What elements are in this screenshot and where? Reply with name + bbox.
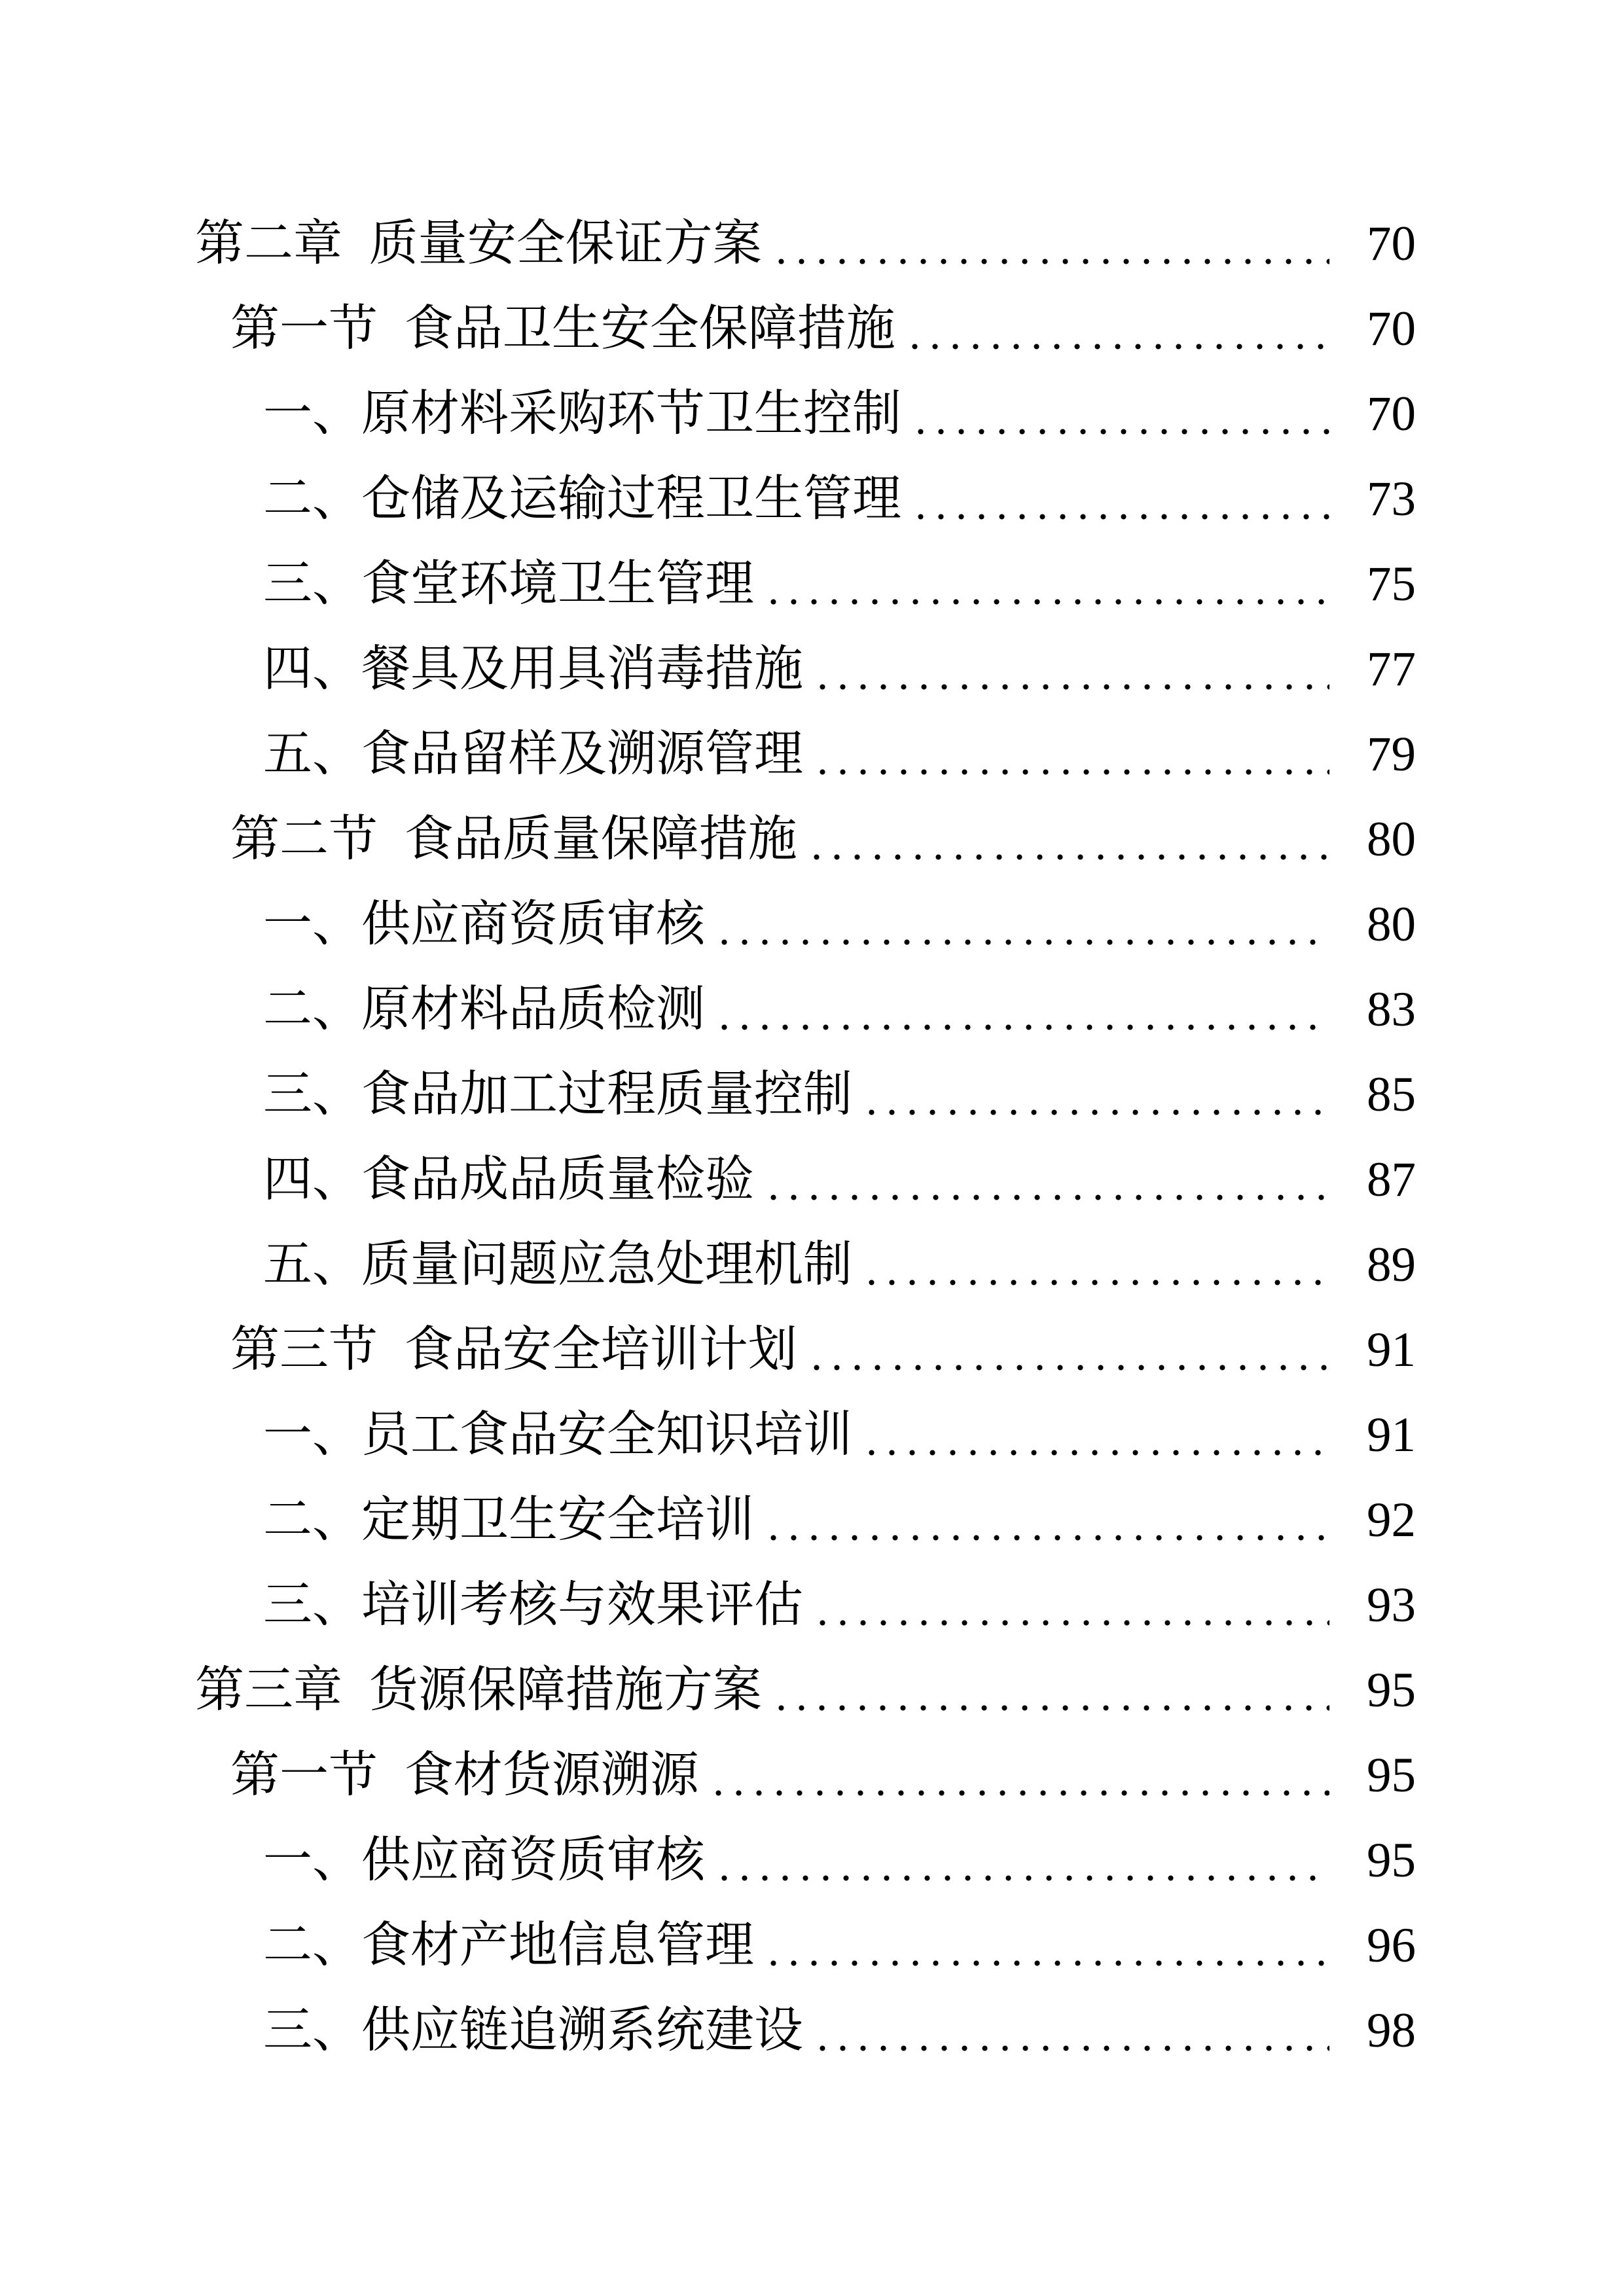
toc-entry-page: 80 [1367, 812, 1416, 867]
toc-entry-page: 95 [1367, 1833, 1416, 1888]
toc-entry-title: 三、培训考核与效果评估 [263, 1578, 804, 1632]
toc-entry-page: 85 [1367, 1067, 1416, 1122]
toc-entry-page: 83 [1367, 982, 1416, 1037]
dot-leader [806, 1308, 1329, 1393]
toc-entry[interactable] [0, 712, 1416, 797]
toc-entry-page: 70 [1367, 387, 1416, 441]
dot-leader [861, 1223, 1329, 1308]
dot-leader [812, 627, 1329, 712]
toc-entry-title: 第一节 食材货源溯源 [230, 1748, 699, 1803]
toc-entry[interactable] [0, 372, 1416, 457]
toc-entry[interactable] [0, 882, 1416, 967]
toc-entry[interactable] [0, 1733, 1416, 1818]
toc-entry-title: 一、原材料采购环节卫生控制 [263, 387, 902, 441]
toc-entry-title: 一、供应商资质审核 [263, 1833, 706, 1888]
toc [0, 202, 1624, 2073]
dot-leader [763, 1138, 1329, 1223]
toc-entry-page: 92 [1367, 1493, 1416, 1547]
toc-entry[interactable] [0, 457, 1416, 542]
toc-entry-title: 四、餐具及用具消毒措施 [263, 642, 804, 696]
toc-entry-page: 87 [1367, 1153, 1416, 1207]
toc-entry[interactable] [0, 1393, 1416, 1478]
toc-entry-title: 第二章 质量安全保证方案 [195, 217, 762, 271]
toc-entry-title: 三、食堂环境卫生管理 [263, 557, 755, 611]
dot-leader [714, 882, 1329, 967]
toc-entry[interactable] [0, 287, 1416, 372]
dot-leader [905, 287, 1329, 372]
toc-entry-page: 91 [1367, 1323, 1416, 1377]
toc-entry[interactable] [0, 1648, 1416, 1733]
toc-entry[interactable] [0, 1478, 1416, 1563]
toc-entry-page: 96 [1367, 1918, 1416, 1973]
toc-entry-title: 第二节 食品质量保障措施 [230, 812, 797, 867]
dot-leader [763, 542, 1329, 627]
dot-leader [812, 712, 1329, 797]
toc-entry-page: 73 [1367, 472, 1416, 526]
dot-leader [714, 967, 1329, 1052]
toc-entry-title: 四、食品成品质量检验 [263, 1153, 755, 1207]
dot-leader [763, 1903, 1329, 1988]
toc-entry-title: 第三章 货源保障措施方案 [195, 1663, 762, 1717]
toc-entry[interactable] [0, 967, 1416, 1052]
toc-entry[interactable] [0, 1052, 1416, 1138]
dot-leader [911, 457, 1329, 542]
toc-entry-page: 89 [1367, 1238, 1416, 1292]
toc-entry-title: 一、员工食品安全知识培训 [263, 1408, 853, 1462]
toc-entry-title: 五、食品留样及溯源管理 [263, 727, 804, 781]
dot-leader [708, 1733, 1329, 1818]
toc-entry-title: 五、质量问题应急处理机制 [263, 1238, 853, 1292]
toc-entry[interactable] [0, 1308, 1416, 1393]
toc-entry-title: 一、供应商资质审核 [263, 897, 706, 952]
toc-entry-page: 77 [1367, 642, 1416, 696]
toc-entry-page: 70 [1367, 302, 1416, 356]
dot-leader [806, 797, 1329, 882]
toc-entry[interactable] [0, 1903, 1416, 1988]
toc-entry-page: 91 [1367, 1408, 1416, 1462]
toc-entry-title: 二、食材产地信息管理 [263, 1918, 755, 1973]
toc-entry-page: 95 [1367, 1663, 1416, 1717]
toc-entry-title: 三、供应链追溯系统建设 [263, 2003, 804, 2058]
toc-entry-title: 二、定期卫生安全培训 [263, 1493, 755, 1547]
dot-leader [861, 1393, 1329, 1478]
toc-entry[interactable] [0, 1988, 1416, 2073]
dot-leader [812, 1563, 1329, 1648]
dot-leader [812, 1988, 1329, 2073]
toc-entry[interactable] [0, 202, 1416, 287]
toc-entry-page: 70 [1367, 217, 1416, 271]
dot-leader [763, 1478, 1329, 1563]
toc-entry[interactable] [0, 627, 1416, 712]
toc-entry[interactable] [0, 797, 1416, 882]
dot-leader [771, 1648, 1329, 1733]
dot-leader [714, 1818, 1329, 1903]
toc-entry-title: 第一节 食品卫生安全保障措施 [230, 302, 895, 356]
toc-entry-page: 98 [1367, 2003, 1416, 2058]
dot-leader [861, 1052, 1329, 1138]
toc-entry[interactable] [0, 542, 1416, 627]
toc-entry-title: 二、原材料品质检测 [263, 982, 706, 1037]
toc-entry[interactable] [0, 1818, 1416, 1903]
toc-entry-page: 95 [1367, 1748, 1416, 1803]
toc-entry[interactable] [0, 1223, 1416, 1308]
toc-entry-page: 75 [1367, 557, 1416, 611]
toc-entry-title: 二、仓储及运输过程卫生管理 [263, 472, 902, 526]
toc-entry-title: 第三节 食品安全培训计划 [230, 1323, 797, 1377]
toc-entry-page: 79 [1367, 727, 1416, 781]
dot-leader [911, 372, 1329, 457]
toc-entry-title: 三、食品加工过程质量控制 [263, 1067, 853, 1122]
dot-leader [771, 202, 1329, 287]
toc-entry[interactable] [0, 1563, 1416, 1648]
toc-entry[interactable] [0, 1138, 1416, 1223]
toc-entry-page: 93 [1367, 1578, 1416, 1632]
toc-entry-page: 80 [1367, 897, 1416, 952]
